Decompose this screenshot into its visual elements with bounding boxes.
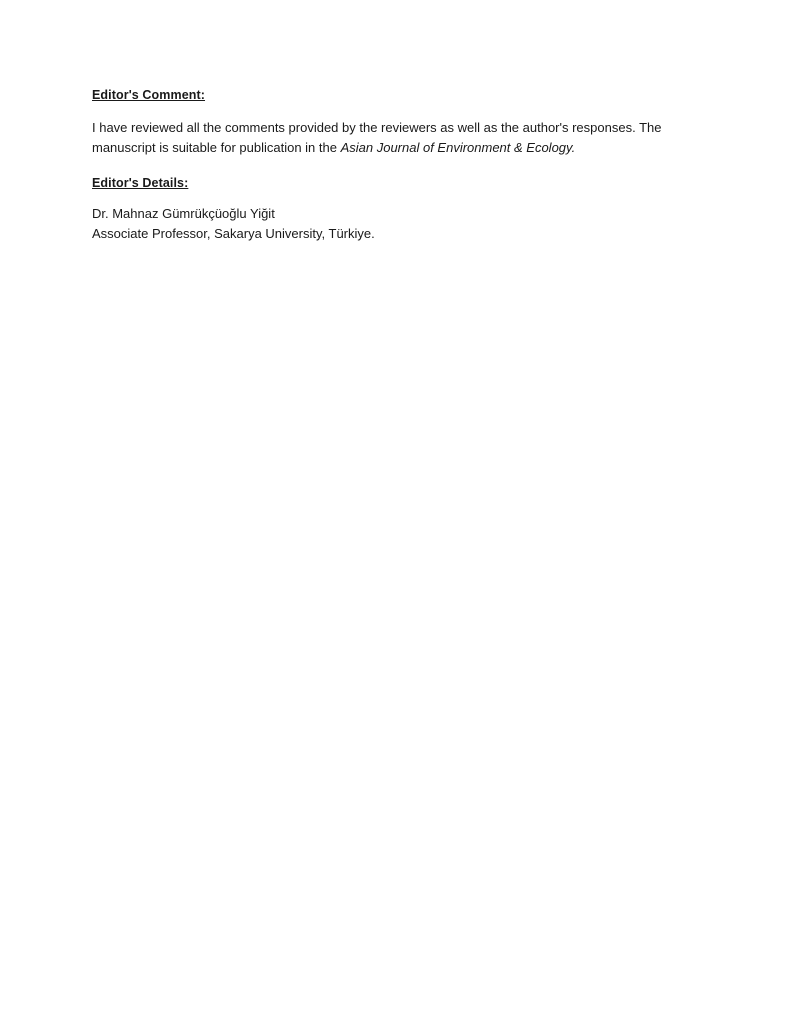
spacer	[92, 102, 667, 118]
document-content	[92, 88, 667, 244]
comment-text-before: I have reviewed all the comments provided by the reviewers as well as the author's responses. The manuscript is suitable for publication in the	[92, 120, 662, 155]
spacer	[92, 190, 667, 204]
editor-affiliation: Associate Professor, Sakarya University, Türkiye.	[92, 226, 375, 241]
comment-text-after: .	[571, 140, 576, 155]
journal-name: Asian Journal of Environment & Ecology	[340, 140, 572, 155]
editor-name: Dr. Mahnaz Gümrükçüoğlu Yiğit	[92, 206, 275, 221]
editors-comment-heading: Editor's Comment:	[92, 88, 206, 102]
spacer	[92, 158, 667, 176]
editors-details-heading: Editor's Details:	[92, 176, 189, 190]
editors-comment-paragraph	[92, 118, 667, 158]
